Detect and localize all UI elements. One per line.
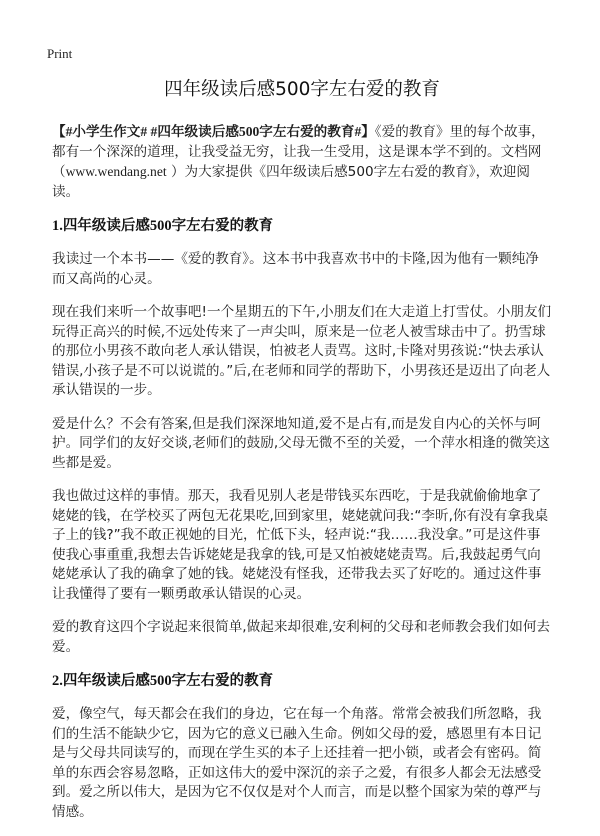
print-link[interactable]: Print xyxy=(47,46,73,61)
intro-paragraph xyxy=(52,122,552,202)
section-paragraph: 我也做过这样的事情。那天，我看见别人老是带钱买东西吃，于是我就偷偷地拿了姥姥的钱，在学校买了两包无花果吃,回到家里，姥姥就问我:“李昕,你有没有拿我桌子上的钱?”我不敢正视她的目光，忙低下头，轻声说:“我……我没拿。”可是这件事使我心事重重,我想去告诉姥姥是我拿的钱,可是又怕被姥姥责骂。后,我鼓起勇气向姥姥承认了我的确拿了她的钱。姥姥没有怪我，还带我去买了好吃的。通过这件事让我懂得了要有一颗勇敢承认错误的心灵。 xyxy=(52,488,549,602)
section-2 xyxy=(52,671,552,822)
section-paragraph: 现在我们来听一个故事吧!一个星期五的下午,小朋友们在大走道上打雪仗。小朋友们玩得正高兴的时候,不远处传来了一声尖叫，原来是一位老人被雪球击中了。扔雪球的那位小男孩不敢向老人承认错误，怕被老人责骂。这时,卡隆对男孩说:“快去承认错误,小孩子是不可以说谎的。”后,在老师和同学的帮助下，小男孩还是迈出了向老人承认错误的一步。 xyxy=(52,304,552,398)
section-heading: 1.四年级读后感500字左右爱的教育 xyxy=(52,218,274,234)
intro-tag: 【#小学生作文# #四年级读后感500字左右爱的教育#】 xyxy=(52,124,375,139)
section-paragraph: 爱是什么？不会有答案,但是我们深深地知道,爱不是占有,而是发自内心的关怀与呵护。同学们的友好交谈,老师们的鼓励,父母无微不至的关爱，一个萍水相逢的微笑这些都是爱。 xyxy=(52,415,551,471)
section-heading: 2.四年级读后感500字左右爱的教育 xyxy=(52,673,274,689)
section-1 xyxy=(52,216,552,657)
intro-text-before-url: 《爱的教育》里的每个故事，都有一个深深的道理，让我受益无穷，让我一生受用，这是课本学不到的。文档网（ xyxy=(52,124,545,180)
site-url-link[interactable]: www.wendang.net xyxy=(65,164,167,179)
document-title: 四年级读后感500字左右爱的教育 xyxy=(164,79,440,100)
section-paragraph: 爱，像空气，每天都会在我们的身边，它在每一个角落。常常会被我们所忽略，我们的生活不能缺少它，因为它的意义已融入生命。例如父母的爱，感恩里有本日记是与父母共同读写的，而现在学生买的本子上还挂着一把小锁，或者会有密码。简单的东西会容易忽略，正如这伟大的爱中深沉的亲子之爱，有很多人都会无法感受到。爱之所以伟大，是因为它不仅仅是对个人而言，而是以整个国家为荣的尊严与情感。 xyxy=(52,706,542,820)
intro-text-after-url: ）为大家提供《四年级读后感500字左右爱的教育》，欢迎阅读。 xyxy=(52,164,530,200)
section-paragraph: 我读过一个本书——《爱的教育》。这本书中我喜欢书中的卡隆,因为他有一颗纯净而又高尚的心灵。 xyxy=(52,251,539,287)
section-paragraph: 爱的教育这四个字说起来很简单,做起来却很难,安利柯的父母和老师教会我们如何去爱。 xyxy=(52,619,551,655)
document-page xyxy=(47,46,552,836)
